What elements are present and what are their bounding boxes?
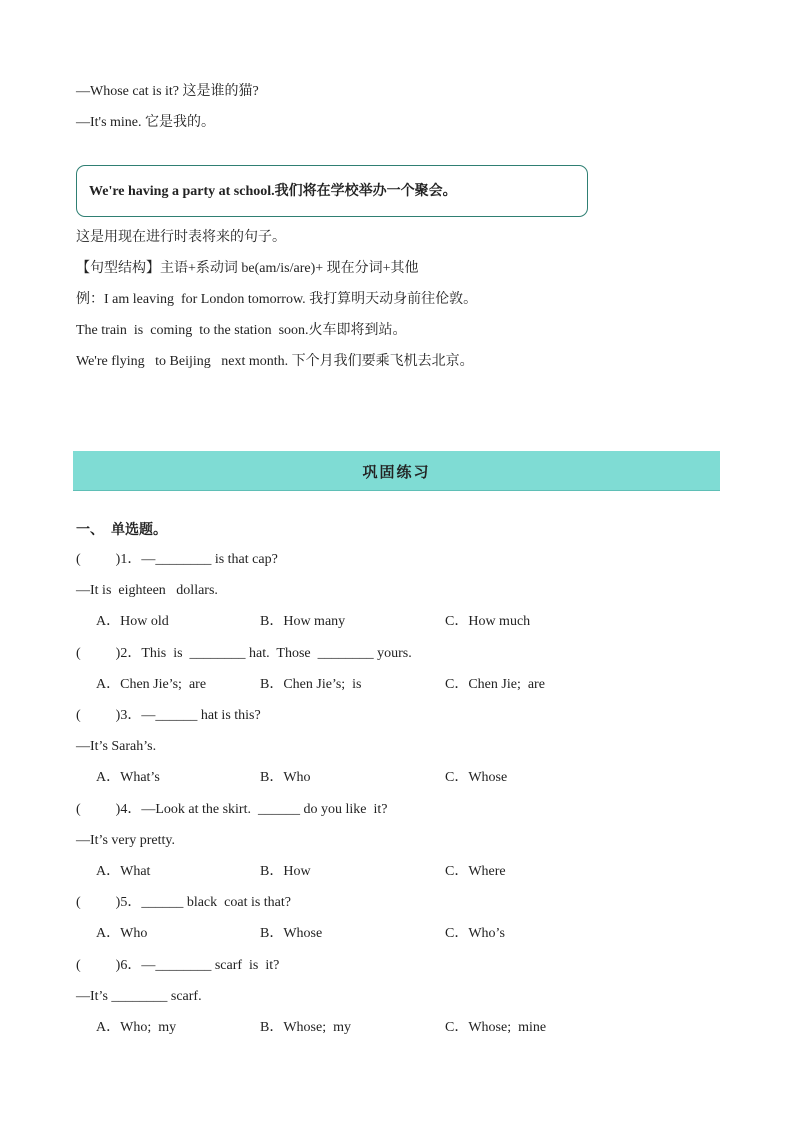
banner-title: 巩固练习 bbox=[362, 465, 431, 481]
grammar-example-2: The train is coming to the station soon.火车即将到站。 bbox=[76, 323, 407, 338]
question-6-stem: ( )6．—________ scarf is it? bbox=[76, 958, 280, 973]
question-1-option-b: B．How many bbox=[260, 614, 346, 629]
question-6-option-b: B．Whose; my bbox=[260, 1020, 351, 1035]
question-3-option-b: B．Who bbox=[260, 770, 311, 785]
callout-sentence: We're having a party at school.我们将在学校举办一个聚会。 bbox=[89, 184, 457, 199]
question-4-option-b: B．How bbox=[260, 864, 311, 879]
question-1-stem: ( )1．—________ is that cap? bbox=[76, 552, 278, 567]
example-callout-box bbox=[76, 165, 588, 217]
grammar-example-1: 例：I am leaving for London tomorrow. 我打算明天动身前往伦敦。 bbox=[76, 292, 478, 307]
section-heading: 一、 单选题。 bbox=[76, 523, 167, 538]
question-6-answer-line: —It’s ________ scarf. bbox=[76, 989, 202, 1004]
question-3-stem: ( )3．—______ hat is this? bbox=[76, 708, 261, 723]
question-2-stem: ( )2．This is ________ hat. Those ________ yours. bbox=[76, 646, 412, 661]
grammar-explanation: 这是用现在进行时表将来的句子。 bbox=[76, 230, 286, 245]
question-1-option-c: C．How much bbox=[445, 614, 531, 629]
question-3-option-c: C．Whose bbox=[445, 770, 508, 785]
question-5-option-b: B．Whose bbox=[260, 926, 323, 941]
question-4-option-a: A．What bbox=[96, 864, 151, 879]
question-6-option-c: C．Whose; mine bbox=[445, 1020, 547, 1035]
question-4-stem: ( )4．—Look at the skirt. ______ do you like it? bbox=[76, 802, 388, 817]
question-2-option-b: B．Chen Jie’s; is bbox=[260, 677, 362, 692]
dialog-answer: —It's mine. 它是我的。 bbox=[76, 115, 216, 130]
question-5-stem: ( )5．______ black coat is that? bbox=[76, 895, 292, 910]
practice-banner bbox=[73, 451, 720, 491]
question-4-option-c: C．Where bbox=[445, 864, 506, 879]
question-6-option-a: A．Who; my bbox=[96, 1020, 177, 1035]
grammar-structure: 【句型结构】主语+系动词 be(am/is/are)+ 现在分词+其他 bbox=[76, 261, 419, 276]
question-3-option-a: A．What’s bbox=[96, 770, 160, 785]
question-5-option-c: C．Who’s bbox=[445, 926, 505, 941]
question-2-option-a: A．Chen Jie’s; are bbox=[96, 677, 207, 692]
question-5-option-a: A．Who bbox=[96, 926, 148, 941]
question-1-option-a: A．How old bbox=[96, 614, 169, 629]
question-3-answer-line: —It’s Sarah’s. bbox=[76, 739, 157, 754]
dialog-question: —Whose cat is it? 这是谁的猫? bbox=[76, 84, 259, 99]
question-4-answer-line: —It’s very pretty. bbox=[76, 833, 176, 848]
question-1-answer-line: —It is eighteen dollars. bbox=[76, 583, 218, 598]
question-2-option-c: C．Chen Jie; are bbox=[445, 677, 545, 692]
grammar-example-3: We're flying to Beijing next month. 下个月我们要乘飞机去北京。 bbox=[76, 354, 474, 369]
